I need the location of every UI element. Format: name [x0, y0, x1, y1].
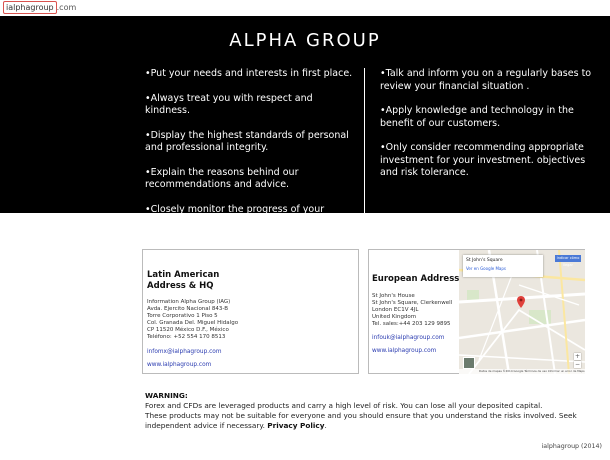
latam-address-line: Col. Granada Del. Miguel Hidalgo: [147, 320, 239, 326]
map-directions-button[interactable]: Indicar cómo llegar: [556, 256, 580, 267]
latam-address-line: Teléfono: +52 554 170 8513: [147, 334, 226, 340]
latam-heading-line1: Latin American: [147, 270, 220, 280]
map-pin-icon[interactable]: [517, 296, 525, 308]
hero-left-item: • Put your needs and interests in first place.: [145, 68, 357, 81]
hero-right-list: [380, 68, 602, 192]
latam-address-line: Information Alpha Group (IAG): [147, 299, 231, 305]
europe-address-line: United Kingdom: [372, 314, 417, 320]
europe-address-line: St John's House: [372, 293, 415, 299]
map-view-link[interactable]: Ver en Google Maps: [466, 266, 506, 271]
europe-address-line: Tel. sales:+44 203 129 9895: [372, 321, 451, 327]
zoom-in-button[interactable]: +: [574, 353, 581, 360]
europe-address-line: St John's Square, Clerkenwell: [372, 300, 453, 306]
privacy-policy-link[interactable]: Privacy Policy: [267, 421, 325, 430]
embedded-map[interactable]: [459, 250, 585, 374]
hero-right-item: • Only consider recommending appropriate investment for your investment. objectives and risk tolerance.: [380, 142, 602, 180]
latam-address-line: Torre Corporativo 1 Piso 5: [147, 313, 218, 319]
warning-title: WARNING:: [145, 391, 188, 400]
europe-address-body: [372, 293, 452, 328]
europe-address-card: [368, 249, 585, 374]
footer-copyright: ialphagroup (2014): [541, 443, 602, 450]
zoom-out-button[interactable]: −: [574, 361, 581, 368]
warning-line-2-text: These products may not be suitable for everyone and you should ensure that you understand the risks involved. Seek independent advice if necessary.: [145, 411, 577, 430]
europe-email-link[interactable]: infouk@ialphagroup.com: [372, 335, 445, 341]
address-bar[interactable]: [0, 0, 610, 16]
europe-heading: European Address: [372, 274, 460, 284]
hero-left-item: • Always treat you with respect and kindness.: [145, 93, 357, 118]
satellite-toggle[interactable]: [463, 357, 475, 369]
map-attribution: Datos de mapas ©2014 Google Términos de uso Informar un error de Maps: [459, 369, 585, 374]
latam-address-body: [147, 299, 238, 341]
hero-left-list: [145, 68, 357, 241]
latam-address-line: CP 11520 México D.F., México: [147, 327, 229, 333]
warning-line-1: Forex and CFDs are leveraged products and carry a high level of risk. You can lose all your deposited capital.: [145, 401, 543, 410]
warning-line-2: [145, 411, 585, 431]
risk-warning: [145, 391, 585, 431]
hero-title: ALPHA GROUP: [229, 30, 381, 51]
latam-address-line: Avda. Ejercito Nacional 843-B: [147, 306, 228, 312]
url-domain-highlight: ialphagroup: [3, 1, 57, 14]
hero-right-item: • Talk and inform you on a regularly bases to review your financial situation .: [380, 68, 602, 93]
latam-website-link[interactable]: www.ialphagroup.com: [147, 362, 212, 368]
hero-divider: [364, 68, 365, 214]
url-tld: .com: [56, 3, 77, 12]
europe-address-line: London EC1V 4JL: [372, 307, 419, 313]
hero-section: [0, 16, 610, 227]
latam-email-link[interactable]: infomx@ialphagroup.com: [147, 349, 222, 355]
europe-website-link[interactable]: www.ialphagroup.com: [372, 348, 437, 354]
warning-line-2-end: .: [324, 421, 327, 430]
hero-left-item: • Explain the reasons behind our recommendations and advice.: [145, 167, 357, 192]
hero-right-item: • Apply knowledge and technology in the benefit of our customers.: [380, 105, 602, 130]
map-place-card: [463, 255, 543, 277]
latam-heading-line2: Address & HQ: [147, 281, 214, 291]
map-place-name: St John's Square: [466, 258, 503, 263]
hero-left-item: • Display the highest standards of personal and professional integrity.: [145, 130, 357, 155]
latam-address-card: [142, 249, 359, 374]
hero-left-item: • Closely monitor the progress of your investments.: [145, 204, 357, 229]
